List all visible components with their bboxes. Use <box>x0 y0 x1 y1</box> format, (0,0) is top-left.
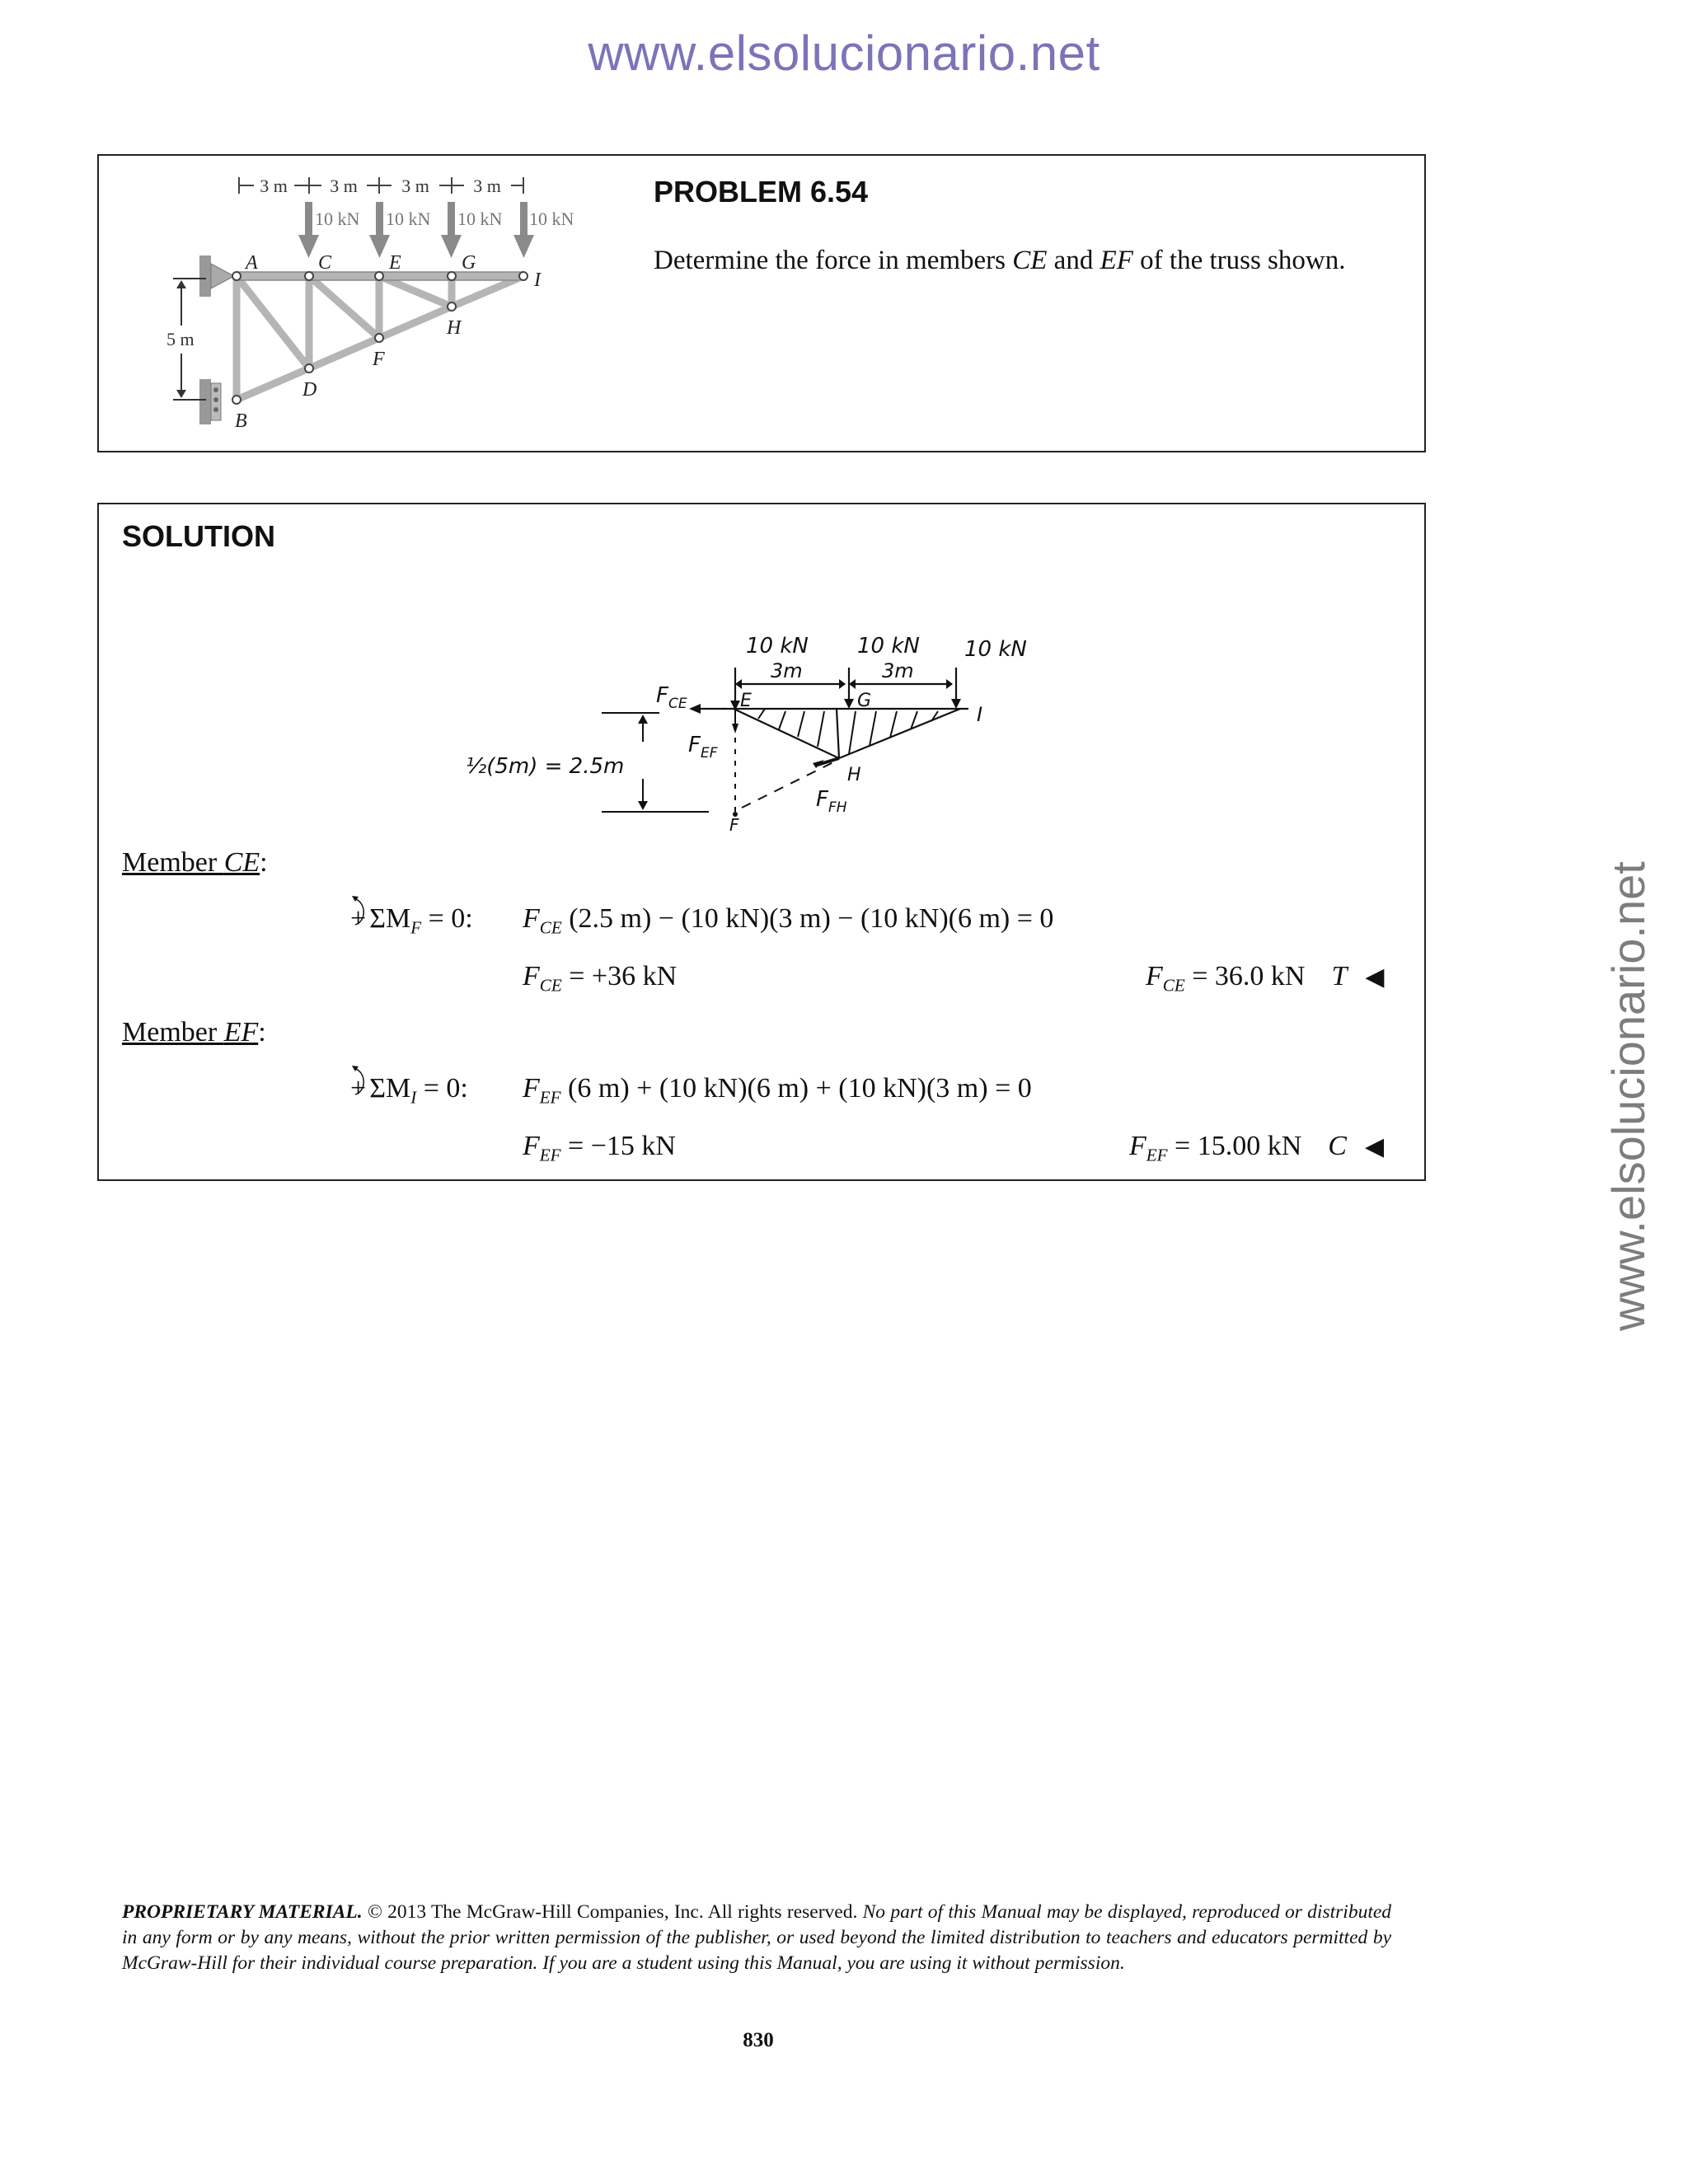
node-label-e: E <box>389 252 401 274</box>
answer-ef: $F_{EF} = 15.00$ kN C ◀ <box>1129 1131 1385 1165</box>
sketch-node-e: E <box>740 691 752 711</box>
footer-notice: PROPRIETARY MATERIAL. © 2013 The McGraw-Hill Companies, Inc. All rights reserved. No part of this Manual may be displayed, reproduced or distributed in any form or by any means, without the prior written permission of the publisher, or used beyond the limited distribution to teachers and educators permitted by McGraw-Hill for their individual course preparation. If you are a student using this Manual, you are using it without permission. <box>122 1901 1392 1974</box>
result-ef: $F_{EF} = -15$ kN <box>523 1131 676 1165</box>
spacing-label-3: 3 m <box>401 176 429 196</box>
load-label-c: 10 kN <box>315 209 360 229</box>
node-label-g: G <box>462 252 476 274</box>
truss-figure <box>157 169 618 441</box>
node-label-b: B <box>235 410 247 432</box>
sketch-load-label-i: 10 kN <box>964 637 1027 662</box>
solution-title: SOLUTION <box>122 519 275 553</box>
sketch-force-fh: $F_{FH}$ <box>816 787 847 816</box>
node-label-h: H <box>447 317 462 339</box>
equation-ef: $F_{EF}$ (6 m) + (10 kN)(6 m) + (10 kN)(3 m) = 0 <box>523 1073 1032 1108</box>
sketch-span-label-2: 3m <box>882 659 914 682</box>
sketch-node-i: I <box>977 703 983 726</box>
spacing-label-4: 3 m <box>473 176 501 196</box>
sketch-height-label: ½(5m) = 2.5m <box>466 754 625 779</box>
result-ce: $F_{CE} = +36$ kN <box>523 961 678 996</box>
load-label-g: 10 kN <box>457 209 503 229</box>
moment-direction-icon <box>349 893 370 926</box>
height-label: 5 m <box>166 329 195 349</box>
answer-marker-icon: ◀ <box>1364 1132 1385 1161</box>
node-label-a: A <box>246 252 258 274</box>
problem-title: PROBLEM 6.54 <box>654 175 869 209</box>
free-body-sketch <box>462 626 1055 832</box>
sketch-node-h: H <box>847 765 861 785</box>
roller-support-b <box>199 379 221 424</box>
watermark-top: www.elsolucionario.net <box>588 26 1100 81</box>
member-ef-heading: Member EF: <box>122 1017 266 1047</box>
problem-statement: Determine the force in members CE and EF of the truss shown. <box>654 246 1346 275</box>
load-label-i: 10 kN <box>529 209 574 229</box>
watermark-side: www.elsolucionario.net <box>1602 861 1654 1331</box>
sketch-load-label-e: 10 kN <box>746 634 809 658</box>
node-label-i: I <box>534 269 541 291</box>
moment-direction-icon <box>349 1063 370 1096</box>
equation-ce: $F_{CE}$ (2.5 m) − (10 kN)(3 m) − (10 kN)(6 m) = 0 <box>523 903 1054 938</box>
member-ce-heading: Member CE: <box>122 847 268 878</box>
answer-marker-icon: ◀ <box>1365 963 1385 991</box>
spacing-label-2: 3 m <box>330 176 358 196</box>
pin-support-a <box>199 255 234 297</box>
sketch-force-ce: $F_{CE}$ <box>656 683 687 712</box>
spacing-label-1: 3 m <box>260 176 288 196</box>
node-label-d: D <box>302 379 317 401</box>
moment-sum-ef: + $\Sigma M_I = 0$: <box>350 1073 468 1108</box>
node-label-c: C <box>318 252 332 274</box>
sketch-node-g: G <box>857 691 872 711</box>
moment-sum-ce: + $\Sigma M_F = 0$: <box>350 903 473 938</box>
node-label-f: F <box>373 349 385 370</box>
sketch-node-f: F <box>729 815 739 832</box>
sketch-load-label-g: 10 kN <box>857 634 920 658</box>
answer-ce: $F_{CE} = 36.0$ kN T ◀ <box>1146 961 1385 996</box>
sketch-force-ef: $F_{EF}$ <box>688 733 718 762</box>
hatching <box>758 709 938 754</box>
page-number: 830 <box>743 2029 774 2051</box>
load-label-e: 10 kN <box>386 209 431 229</box>
sketch-arrowheads <box>689 679 961 768</box>
sketch-span-label-1: 3m <box>771 659 803 682</box>
